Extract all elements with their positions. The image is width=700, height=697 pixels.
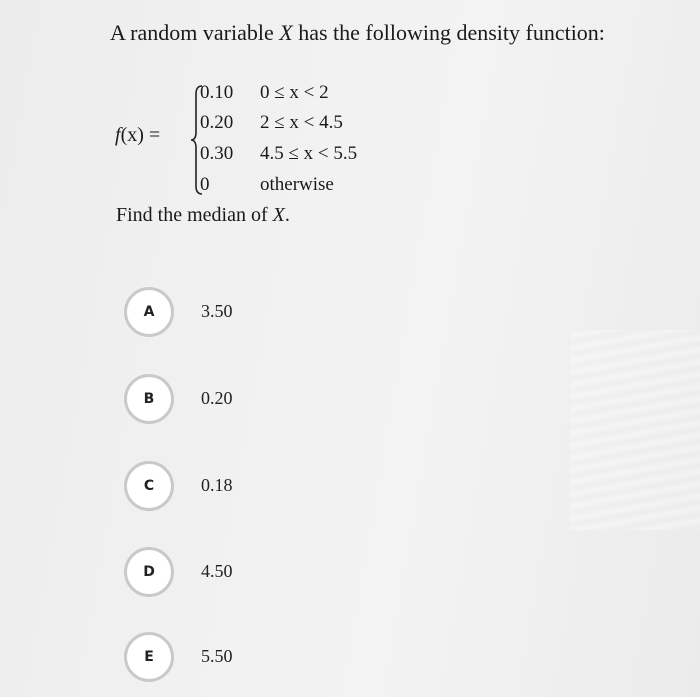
piece-condition: 0 ≤ x < 2 (260, 82, 329, 103)
answer-option-d[interactable] (124, 547, 344, 601)
equals-sign: = (143, 124, 161, 146)
piece-value: 0.20 (200, 112, 234, 133)
screen-glare (570, 330, 700, 530)
piece-condition: otherwise (260, 174, 334, 195)
option-letter-badge[interactable]: A (124, 287, 174, 337)
prompt-prefix: Find the median of (116, 204, 273, 226)
function-label (115, 124, 160, 147)
option-letter-badge[interactable]: B (124, 374, 174, 424)
answer-option-c[interactable] (124, 461, 344, 515)
function-name: f (115, 124, 121, 146)
question-variable: X (279, 20, 293, 45)
piece-condition: 4.5 ≤ x < 5.5 (260, 143, 358, 164)
prompt-variable: X (272, 204, 285, 226)
answer-option-e[interactable] (124, 632, 344, 686)
piece-value: 0.30 (200, 143, 234, 164)
prompt-suffix: . (284, 204, 290, 226)
answer-option-b[interactable] (124, 374, 344, 428)
option-text: 0.18 (201, 475, 233, 495)
answer-option-a[interactable] (124, 287, 344, 341)
option-text: 0.20 (201, 388, 233, 408)
question-prefix: A random variable (110, 20, 280, 45)
question-suffix: has the following density function: (292, 20, 605, 45)
function-argument: (x) (120, 124, 144, 146)
option-letter-badge[interactable]: D (124, 547, 174, 597)
prompt-text (116, 204, 290, 227)
option-letter-badge[interactable]: C (124, 461, 174, 511)
piece-condition: 2 ≤ x < 4.5 (260, 112, 343, 133)
option-text: 5.50 (201, 646, 233, 666)
option-text: 3.50 (201, 301, 233, 321)
option-letter-badge[interactable]: E (124, 632, 174, 682)
piece-value: 0.10 (200, 82, 234, 103)
option-text: 4.50 (201, 561, 233, 581)
question-text (110, 20, 605, 46)
piece-value: 0 (200, 174, 210, 195)
